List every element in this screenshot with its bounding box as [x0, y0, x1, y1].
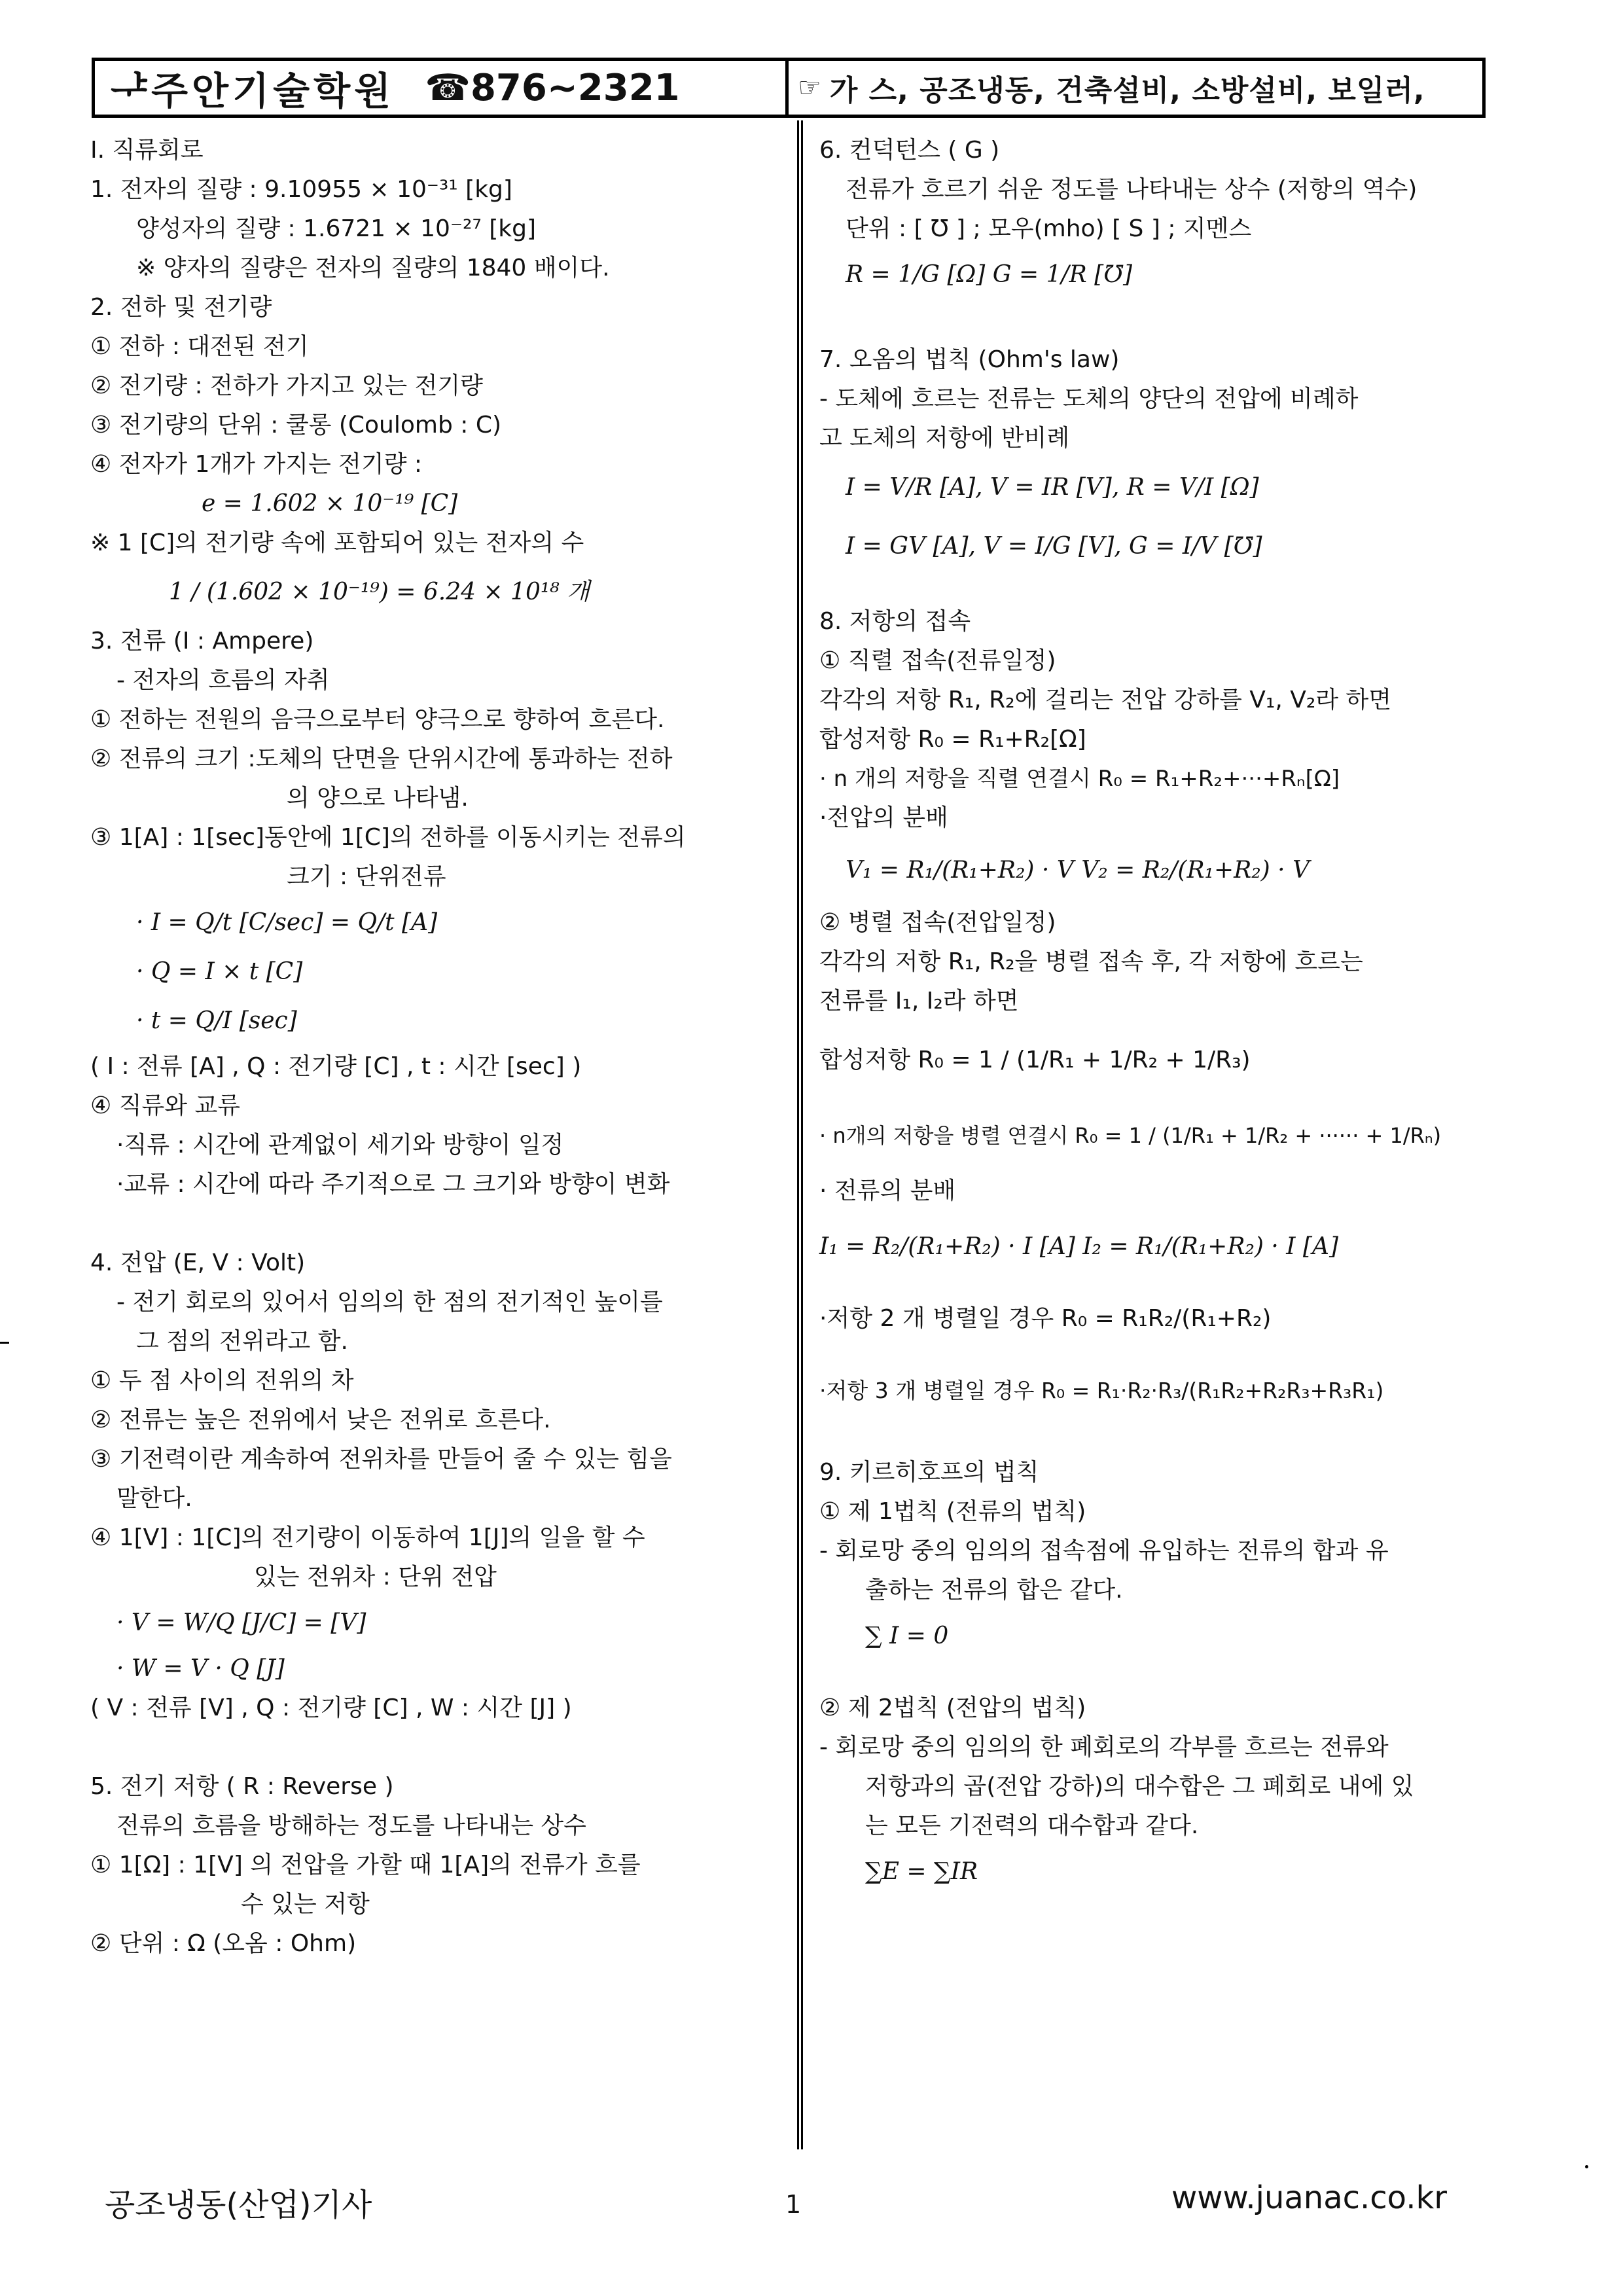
text-line: - 도체에 흐르는 전류는 도체의 양단의 전압에 비례하 [819, 386, 1359, 412]
text-line: 고 도체의 저항에 반비례 [819, 425, 1070, 452]
text-line: ·전압의 분배 [819, 804, 948, 831]
formula-line: · V = W/Q [J/C] = [V] [116, 1609, 366, 1636]
text-line: ① 제 1법칙 (전류의 법칙) [819, 1498, 1086, 1525]
text-line: 단위 : [ ℧ ] ; 모우(mho) [ S ] ; 지멘스 [846, 215, 1252, 242]
left-column [90, 131, 784, 1964]
formula-line: · t = Q/I [sec] [136, 1007, 297, 1034]
text-line: 8. 저항의 접속 [819, 608, 971, 635]
text-line: 는 모든 기전력의 대수합과 같다. [865, 1812, 1199, 1839]
phone-number: ☎876~2321 [425, 66, 680, 109]
text-line: ※ 양자의 질량은 전자의 질량의 1840 배이다. [136, 255, 610, 281]
text-line: ② 전류의 크기 :도체의 단면을 단위시간에 통과하는 전하 [90, 745, 673, 772]
formula-line: · W = V · Q [J] [116, 1655, 285, 1682]
text-line: 전류를 I₁, I₂라 하면 [819, 988, 1019, 1014]
text-line: ③ 1[A] : 1[sec]동안에 1[C]의 전하를 이동시키는 전류의 [90, 824, 686, 851]
text-line: ·교류 : 시간에 따라 주기적으로 그 크기와 방향이 변화 [116, 1171, 670, 1198]
text-line: ① 직렬 접속(전류일정) [819, 647, 1056, 674]
text-line: 4. 전압 (E, V : Volt) [90, 1249, 306, 1276]
text-line: 그 점의 전위라고 함. [136, 1328, 348, 1355]
text-line: ④ 1[V] : 1[C]의 전기량이 이동하여 1[J]의 일을 할 수 [90, 1524, 645, 1551]
text-line: ·직류 : 시간에 관계없이 세기와 방향이 일정 [116, 1132, 564, 1158]
formula-line: ∑ I = 0 [865, 1623, 949, 1649]
text-line: ④ 전자가 1개가 가지는 전기량 : [90, 451, 423, 478]
text-line: ② 전류는 높은 전위에서 낮은 전위로 흐른다. [90, 1407, 551, 1433]
text-line: 있는 전위차 : 단위 전압 [254, 1564, 497, 1590]
margin-dot [1585, 2165, 1588, 2168]
text-line: 의 양으로 나타냄. [287, 785, 469, 812]
text-line: · n 개의 저항을 직렬 연결시 R₀ = R₁+R₂+···+Rₙ[Ω] [819, 766, 1340, 792]
subjects-list: 가 스, 공조냉동, 건축설비, 소방설비, 보일러, [829, 74, 1425, 107]
spacer [819, 301, 1500, 340]
formula-line: e = 1.602 × 10⁻¹⁹ [C] [202, 490, 458, 517]
text-line: - 회로망 중의 임의의 한 폐회로의 각부를 흐르는 전류와 [819, 1734, 1389, 1761]
spacer [90, 1728, 784, 1767]
text-line: ③ 전기량의 단위 : 쿨롱 (Coulomb : C) [90, 412, 501, 439]
text-line: 6. 컨덕턴스 ( G ) [819, 137, 1000, 164]
header-box [92, 58, 1486, 118]
formula-line: 합성저항 R₀ = 1 / (1/R₁ + 1/R₂ + 1/R₃) [819, 1047, 1251, 1073]
text-line: 5. 전기 저항 ( R : Reverse ) [90, 1773, 394, 1800]
formula-line: I = V/R [A], V = IR [V], R = V/I [Ω] [846, 474, 1259, 501]
text-line: 양성자의 질량 : 1.6721 × 10⁻²⁷ [kg] [136, 215, 537, 242]
text-line: ② 단위 : Ω (오옴 : Ohm) [90, 1930, 357, 1957]
column-divider [797, 120, 803, 2149]
margin-mark [0, 1342, 9, 1344]
text-line: 저항과의 곱(전압 강하)의 대수합은 그 폐회로 내에 있 [865, 1773, 1414, 1800]
text-line: 2. 전하 및 전기량 [90, 294, 272, 321]
formula-line: ·저항 2 개 병렬일 경우 R₀ = R₁R₂/(R₁+R₂) [819, 1305, 1272, 1332]
text-line: 7. 오옴의 법칙 (Ohm's law) [819, 346, 1120, 373]
formula-line: 1 / (1.602 × 10⁻¹⁹) = 6.24 × 10¹⁸ 개 [169, 579, 590, 605]
text-line: ③ 기전력이란 계속하여 전위차를 만들어 줄 수 있는 힘을 [90, 1446, 672, 1473]
formula-line: I₁ = R₂/(R₁+R₂) · I [A] I₂ = R₁/(R₁+R₂) · I [A] [819, 1233, 1339, 1260]
spacer [819, 576, 1500, 602]
text-line: 출하는 전류의 합은 같다. [865, 1577, 1123, 1604]
spacer [90, 1204, 784, 1244]
formula-line: I = GV [A], V = I/G [V], G = I/V [℧] [846, 533, 1262, 560]
formula-line: ·저항 3 개 병렬일 경우 R₀ = R₁·R₂·R₃/(R₁R₂+R₂R₃+R₃R₁) [819, 1378, 1384, 1403]
footer-url: www.juanac.co.kr [1171, 2179, 1447, 2216]
text-line: 각각의 저항 R₁, R₂에 걸리는 전압 강하를 V₁, V₂라 하면 [819, 687, 1392, 713]
text-line: ① 두 점 사이의 전위의 차 [90, 1367, 354, 1394]
pointing-hand-icon: ☞ [798, 73, 822, 103]
right-column [819, 131, 1500, 1898]
text-line: ② 제 2법칙 (전압의 법칙) [819, 1695, 1086, 1721]
formula-line: · I = Q/t [C/sec] = Q/t [A] [136, 909, 438, 936]
text-line: ※ 1 [C]의 전기량 속에 포함되어 있는 전자의 수 [90, 529, 584, 556]
text-line: ② 전기량 : 전하가 가지고 있는 전기량 [90, 372, 483, 399]
text-line: 전류가 흐르기 쉬운 정도를 나타내는 상수 (저항의 역수) [846, 176, 1418, 203]
header-left [95, 61, 789, 115]
text-line: 전류의 흐름을 방해하는 정도를 나타내는 상수 [116, 1812, 586, 1839]
formula-line: ∑E = ∑IR [865, 1858, 978, 1885]
text-line: ① 전하는 전원의 음극으로부터 양극으로 향하여 흐른다. [90, 706, 665, 733]
text-line: ④ 직류와 교류 [90, 1092, 241, 1119]
text-line: 9. 키르히호프의 법칙 [819, 1459, 1039, 1486]
text-line: 3. 전류 (I : Ampere) [90, 628, 314, 655]
formula-line: R = 1/G [Ω] G = 1/R [℧] [846, 261, 1133, 288]
text-line: 합성저항 R₀ = R₁+R₂[Ω] [819, 726, 1086, 753]
text-line: ② 병렬 접속(전압일정) [819, 909, 1056, 936]
text-line: 각각의 저항 R₁, R₂을 병렬 접속 후, 각 저항에 흐르는 [819, 948, 1363, 975]
text-line: 1. 전자의 질량 : 9.10955 × 10⁻³¹ [kg] [90, 176, 512, 203]
text-line: · 전류의 분배 [819, 1177, 956, 1204]
spacer [819, 1662, 1500, 1689]
text-line: 크기 : 단위전류 [287, 863, 446, 890]
footer-course: 공조냉동(산업)기사 [105, 2187, 372, 2223]
text-line: 수 있는 저항 [241, 1891, 370, 1918]
text-line: - 전자의 흐름의 자취 [116, 667, 330, 694]
text-line: - 전기 회로의 있어서 임의의 한 점의 전기적인 높이를 [116, 1289, 663, 1316]
text-line: ① 1[Ω] : 1[V] 의 전압을 가할 때 1[A]의 전류가 흐를 [90, 1852, 641, 1878]
formula-line: · n개의 저항을 병렬 연결시 R₀ = 1 / (1/R₁ + 1/R₂ + ······ + 1/Rₙ) [819, 1123, 1442, 1148]
text-line: ( V : 전류 [V] , Q : 전기량 [C] , W : 시간 [J] ) [90, 1695, 572, 1721]
header-right [789, 61, 1482, 115]
academy-logo: ᅷ주안기술학원 [111, 69, 395, 113]
text-line: 말한다. [116, 1485, 192, 1512]
text-line: ( I : 전류 [A] , Q : 전기량 [C] , t : 시간 [sec] ) [90, 1053, 582, 1080]
section-title: Ⅰ. 직류회로 [90, 137, 204, 164]
page-number: 1 [785, 2190, 802, 2219]
formula-line: V₁ = R₁/(R₁+R₂) · V V₂ = R₂/(R₁+R₂) · V [846, 857, 1310, 884]
spacer [819, 1427, 1500, 1453]
formula-line: · Q = I × t [C] [136, 958, 303, 985]
text-line: - 회로망 중의 임의의 접속점에 유입하는 전류의 합과 유 [819, 1537, 1389, 1564]
text-line: ① 전하 : 대전된 전기 [90, 333, 309, 360]
